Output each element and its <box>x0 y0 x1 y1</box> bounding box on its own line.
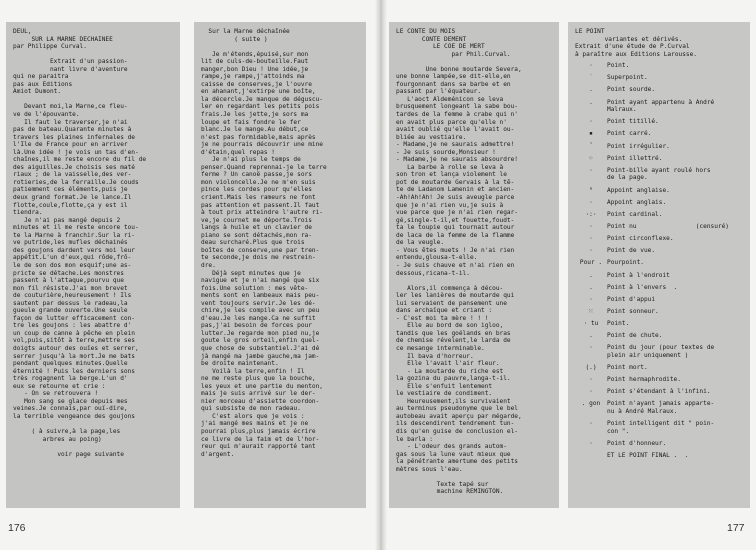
point-label: Point. <box>607 62 630 70</box>
page-number-right: 177 <box>727 522 745 534</box>
point-label: Point intelligent dit " poin- con ". <box>607 420 715 435</box>
point-item <box>575 74 743 82</box>
point-item <box>575 118 743 126</box>
point-label: Point à l'endroit <box>607 271 670 279</box>
typed-text-column2: Sur la Marne déchaînée ( suite ) Je m'étends,épuisé,sur mon lit de culs-de-bouteille.Faut manger,bon Dieu ! Une idée,je rampe,je rampe,j'attoinds ma caisse de conserves,je l'ouvre en ahanant,j'extirpe une boîte, la décercle.Je manque de déguscu- ler en regardant les petits pois frais.Je les jette,je sors ma loupe et fais fondre le fer blanc.Je le mange.Au début,ce n'est pas formidable,mais après je ne pourrais découvrir une mine d'étain,quel repas ! Je n'ai plus le temps de penser.Quand reprennai-je le terre ferme ? Un canoë passe,je sors mon violoncelle.Je ne m'en suis pince les cordes pour qu'elles crient.Mais les rameurs ne font pas attention et passent.Il faut à tout prix atteindre l'autre ri- ve,je cournet me déporte.Trois langs à huile et un clavier de piano se sont détachés,mon ra- deau surcharé.Plus que trois boîtes de conserve,une par tren- te seconde,je dois me restrein- dre. Déjà sept minutes que je navigue et je n'ai mangé que six fois.Une solution : mes vête- ments sont en lambeaux mais peu- vent toujours servir.Je les dé- chire,je les compile avec un peu d'eau.Je les mange.Ca ne suffit pas,j'ai besoin de forces pour lutter.Je regarde mon pied nu,je goute le gros orteil,enfin quel- que chose de substantiel.J'ai dé jà mangé ma jambe gauche,ma jam- be droite maintenant. Voilà la terre,enfin ! Il ne me reste plus que la bouche, les yeux et une partie du menton, mais je suis arrivé sur le der- nier morceau d'assiette coordon- qui subsiste de mon radeau. C'est alors que je vois : j'ai mangé mes mains et je ne pourrai plus,plus jamais écrire ce livre de la faim et de l'hor- reur qui m'aurait rapporté tant d'argent. <box>201 28 327 458</box>
point-symbol: · <box>589 62 593 70</box>
point-label: Point ayant appartenu à André Malraux. <box>607 98 715 114</box>
point-label: Point mort. <box>607 364 648 372</box>
point-symbol: ⸯ <box>589 142 593 150</box>
point-item <box>575 308 743 316</box>
point-label: Point illettré. <box>607 154 663 162</box>
point-label: ET LE POINT FINAL . . <box>607 452 689 459</box>
point-label: Point sonneur. <box>607 307 659 315</box>
point-label: Point d'appui <box>607 295 656 303</box>
point-symbol: ⁘ <box>588 154 594 162</box>
point-label: Point d'honneur. <box>607 439 667 447</box>
point-label: Point du jour (pour textes de plein air uniquement ) <box>607 344 715 359</box>
column-deul-marne <box>6 22 180 508</box>
point-item <box>575 420 743 435</box>
point-symbol: . <box>589 271 593 279</box>
point-item <box>575 62 743 70</box>
point-symbol: ° <box>589 186 593 194</box>
point-item <box>575 388 743 396</box>
point-symbol: ˙ <box>589 74 593 82</box>
point-label: Point s'étendant à l'infini. <box>607 388 711 396</box>
point-item <box>575 272 743 280</box>
column-marne-suite <box>194 22 366 508</box>
point-item <box>575 296 743 304</box>
point-item <box>575 344 743 359</box>
point-symbol: · <box>589 376 593 384</box>
point-symbol: · <box>589 295 593 303</box>
point-item <box>575 167 743 182</box>
point-item <box>575 223 743 231</box>
point-symbol: · <box>589 166 593 174</box>
point-item <box>575 376 743 384</box>
point-symbol: · <box>589 247 593 255</box>
point-item <box>575 400 743 415</box>
point-list <box>575 62 743 459</box>
point-symbol: · <box>589 420 593 428</box>
column-conte-du-mois <box>389 22 559 508</box>
point-item <box>575 284 743 292</box>
point-item <box>575 130 743 138</box>
point-symbol: · <box>589 344 593 352</box>
point-label: Superpoint. <box>607 74 648 82</box>
point-symbol: ·:· <box>585 210 597 218</box>
column-le-point <box>568 22 750 508</box>
point-label: Appoint anglais. <box>607 198 667 206</box>
point-label: Point sourde. <box>607 86 656 94</box>
point-symbol: · <box>589 222 593 230</box>
point-item <box>575 187 743 195</box>
point-label: Point de chute. <box>607 332 663 340</box>
point-item <box>575 364 743 372</box>
point-item <box>575 440 743 448</box>
point-item <box>575 155 743 163</box>
point-symbol: . gon <box>581 400 601 408</box>
point-symbol: · tu <box>583 320 599 328</box>
point-symbol: · <box>589 118 593 126</box>
point-symbol: · <box>589 388 593 396</box>
point-label: Point irrégulier. <box>607 142 670 150</box>
point-item <box>575 320 743 328</box>
point-item <box>575 211 743 219</box>
point-label: Point de vue. <box>607 247 656 255</box>
point-symbol: . <box>589 98 593 106</box>
point-symbol: . <box>589 86 593 94</box>
point-symbol: . <box>589 283 593 291</box>
point-symbol: ⁙ <box>588 307 594 315</box>
point-symbol: · <box>589 198 593 206</box>
point-label: Point-bille ayant roulé hors de la page. <box>607 166 711 182</box>
point-item <box>575 259 743 267</box>
point-label: Pourpoint. <box>607 259 644 267</box>
point-item <box>575 452 743 460</box>
point-label: Point à l'envers . <box>607 283 678 291</box>
point-label: Point n'ayant jamais apparte- nu à André Malraux. <box>607 400 715 416</box>
point-item <box>575 332 743 340</box>
point-symbol: Pour . <box>579 259 603 267</box>
point-label: Point circonflexe. <box>607 235 674 243</box>
typed-text-column1: DEUL, SUR LA MARNE DECHAINEE par Philippe Curval. Extrait d'un passion- nant livre d'aventure qui ne paraitra pas aux Editions Amiot Dumont. Devant moi,la Marne,ce fleu- ve de l'épouvante. Il faut le traverser,je n'ai pas de bateau.Quarante minutes à travers les plaines infernales de l'Ile de France pour en arriver là.Une idée ! je vois un tas d'en- chaînes,il me reste encore du fil de des aiguilles.Je choisis ses maté riaux ; de la vaisselle,des ver- rotieries,de la ferraille.Je couds patiemment ces éléments,puis je deux grand format.Je le lance.Il flotte,coule,flotte,ça y est il tiendra. Je n'ai pas mangé depuis 2 minutes et il me reste encore tou- te la Marne à franchir.Sur la ri- ve putride,les mufles déchainés des goujons dardent vers moi leur appétit.L'un d'eux,qui rôde,frô- le de son dos mon esquif;une as- pricte se détache.Les monstres passent à l'attaque,pourvu que mon fil résiste.J'ai mon brevet de couturière,heureusement ! Ils sautent par dessus le radeau,la gueule grande ouverte.Une seule façon de lutter efficacement con- tre les goujons : les abattre d' un coup de canne à pêche en plein vol,puis,sitôt à terre,mettre ses doigts autour des ouïes et serrer, serrer jusqu'à la mort.Je me bats pendant quelques minutes.Quelle éternité ! Puis les derniers sons très rogagnent la berge.L'un d' eux se retourne et crie : - On se retrouvera ! Mon sang se glace depuis mes veines.Je connais,par ouï-dire, la terrible vengeance des goujons ( à suivre,à la page,les arbres au poing) voir page suivante <box>13 28 147 458</box>
point-symbol: (.) <box>585 364 597 372</box>
point-symbol: · <box>589 439 593 447</box>
typed-text-column3: LE CONTE DU MOIS CONTE DEMENT LE COE DE MERT par Phil.Curval. Une bonne moutarde Severa, une bonne lampée,se dit-elle,en fourgonnant dans sa barbe et en passant par l'équateur. L'aoct Aldeménicon se leva brusquement longeant la sabe bou- tardes de la femme à crabe qui n' en avait plus parce qu'elle n' avait oublié qu'elle l'avait ou- bliée au vestiaire. - Madame,je ne saurais admettre! - Je suis sourde,Monsieur ! - Madame,je ne saurais absourdre! La barbe à rolle se leva à son tron et lança violement le pot de moutarde Gervais à la tê- te de Ladanom Lamenin et ancien- -Ah!Ah!Ah! Je suis aveugle parce que je n'ai rien vu,je suis à vue parce que je n'ai rien regar- gé,single-t-il,et fouette,foudt- ta le toupie qui tournait autour de laca de la femme de la flamme de la veugle. - Vous êtes muets ! Je n'ai rien entendu,glousa-t-elle. - Je suis chauve et n'ai rien en dessous,ricana-t-il. Alors,il commença à décou- ler les lanières de moutarde qui lui servaient de pansement une dans archaïque et criant : - C'est moi ta mère ! ! ! Elle au bord de son igloo, tandis que les goélands en bras de chemise révelent,le larda de ce mesange interminable. Il bava d'horreur. Elle l'avait l'air fleur. - La moutarde du riche est la gozina du pauvre,langa-t-il. Elle s'enfuit lentement le vestiaire de condiment. Heureusement,ils survivaient au terminus pseudonyme que le bel autobeau avait aperçu par mégarde, ils descendirent tendrement tun- dis qu'en guise de conclusion el- le barla : - L'odeur des grands autom- gas sous la lune vaut mieux que la pénétrante amertume des petits mètres sous l'eau. Texte tapé sur machine REMINGTON. <box>396 28 522 496</box>
point-label: Point. <box>607 320 630 328</box>
point-label: Point cardinal. <box>607 210 663 218</box>
point-symbol: · <box>589 235 593 243</box>
point-label: Point titillé. <box>607 118 659 126</box>
point-item <box>575 143 743 151</box>
page-number-left: 176 <box>8 522 26 534</box>
le-point-heading: LE POINT variantes et dérivés. Extrait d'une étude de P.Curval à paraître aux Editions Larousse. <box>575 28 698 58</box>
point-label: Point carré. <box>607 130 652 138</box>
point-item <box>575 199 743 207</box>
point-symbol: ▪ <box>589 130 593 138</box>
point-item <box>575 235 743 243</box>
book-gutter <box>375 0 387 550</box>
point-item <box>575 99 743 114</box>
point-label: Appoint anglaise. <box>607 186 670 194</box>
point-symbol: . <box>589 332 593 340</box>
point-label: Point hermaphrodite. <box>607 376 681 384</box>
point-item <box>575 247 743 255</box>
point-label: Point nu (censuré) <box>607 222 730 230</box>
point-item <box>575 86 743 94</box>
